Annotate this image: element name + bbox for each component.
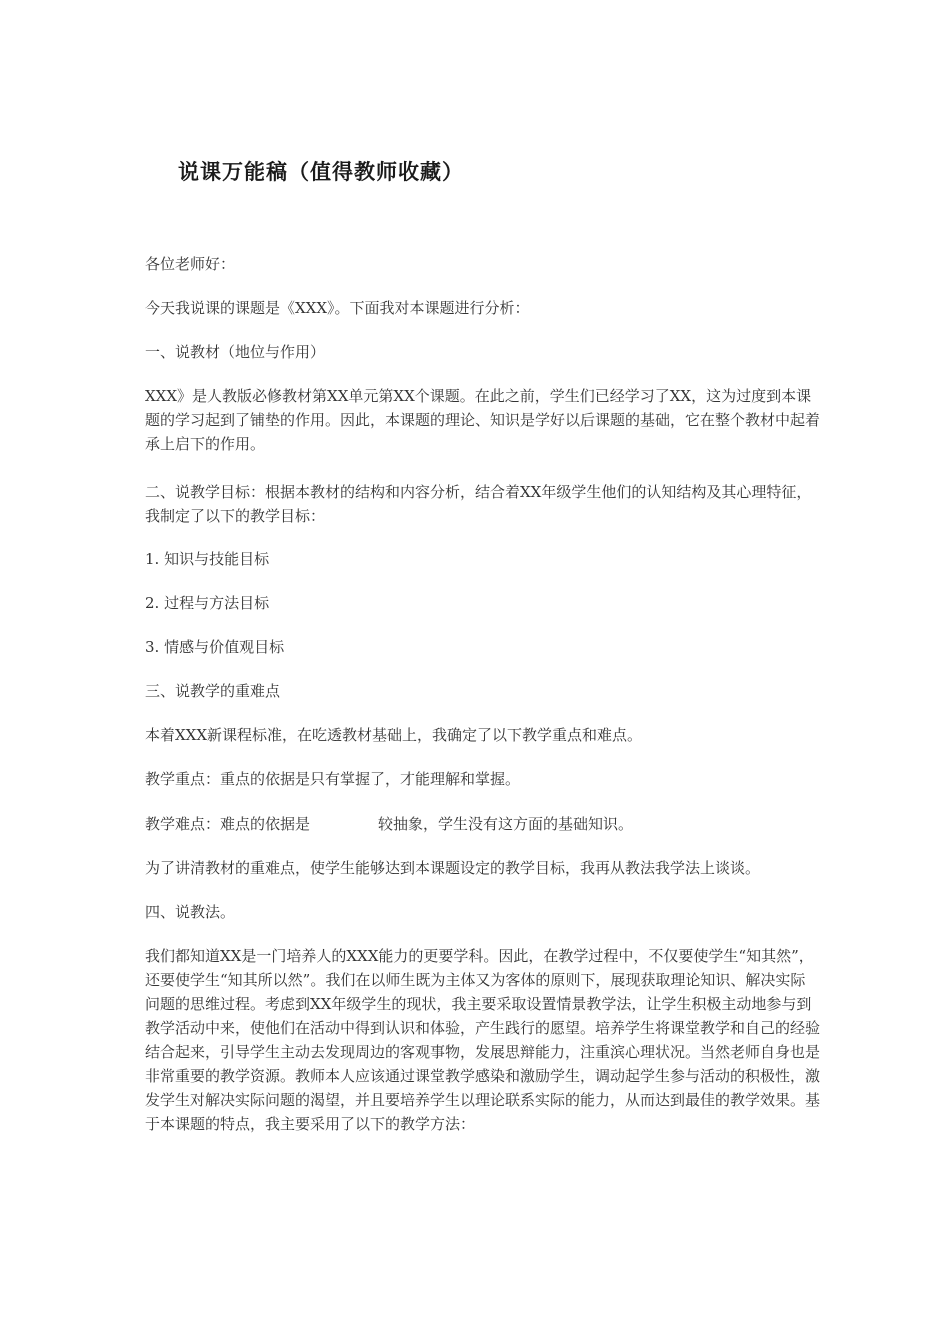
difficult-point-label: 教学难点：难点的依据是: [145, 815, 311, 833]
section2-body: 二、说教学目标：根据本教材的结构和内容分析，结合着XX年级学生他们的认知结构及其心理特征，我制定了以下的教学目标：: [145, 483, 812, 525]
goal-item-2: 2. 过程与方法目标: [145, 594, 270, 612]
difficult-point-reason: 较抽象，学生没有这方面的基础知识。: [378, 815, 634, 833]
goal-item-1: 1. 知识与技能目标: [145, 550, 270, 568]
section1-heading: 一、说教材（地位与作用）: [145, 343, 326, 361]
goal-item-3: 3. 情感与价值观目标: [145, 638, 285, 656]
intro-line: 今天我说课的课题是《XXX》。下面我对本课题进行分析：: [145, 299, 530, 317]
section4-heading: 四、说教法。: [145, 903, 236, 921]
document-title: 说课万能稿（值得教师收藏）: [178, 159, 464, 184]
section3-heading: 三、说教学的重难点: [145, 682, 281, 700]
section3-body: 本着XXX新课程标准，在吃透教材基础上，我确定了以下教学重点和难点。: [145, 726, 643, 744]
section4-body: 我们都知道XX是一门培养人的XXX能力的更要学科。因此，在教学过程中，不仅要使学生“知其然”，还要使学生“知其所以然”。我们在以师生既为主体又为客体的原则下，展现获取理论知识、解决实际问题的思维过程。考虑到XX年级学生的现状，我主要采取设置情景教学法，让学生积极主动地参与到教学活动中来，使他们在活动中得到认识和体验，产生践行的愿望。培养学生将课堂教学和自己的经验结合起来，引导学生主动去发现周边的客观事物，发展思辩能力，注重滨心理状况。当然老师自身也是非常重要的教学资源。教师本人应该通过课堂教学感染和激励学生，调动起学生参与活动的积极性，激发学生对解决实际问题的渴望，并且要培养学生以理论联系实际的能力，从而达到最佳的教学效果。基于本课题的特点，我主要采用了以下的教学方法：: [145, 947, 821, 1133]
difficult-point-line: [145, 812, 633, 836]
greeting-line: 各位老师好：: [145, 255, 236, 273]
key-point-line: 教学重点：重点的依据是只有掌握了，才能理解和掌握。: [145, 770, 521, 788]
section1-body: XXX》是人教版必修教材第XX单元第XX个课题。在此之前，学生们已经学习了XX，这为过度到本课题的学习起到了铺垫的作用。因此，本课题的理论、知识是学好以后课题的基础，它在整个教材中起着承上启下的作用。: [145, 387, 821, 453]
transition-line: 为了讲清教材的重难点，使学生能够达到本课题设定的教学目标，我再从教法我学法上谈谈。: [145, 859, 761, 877]
